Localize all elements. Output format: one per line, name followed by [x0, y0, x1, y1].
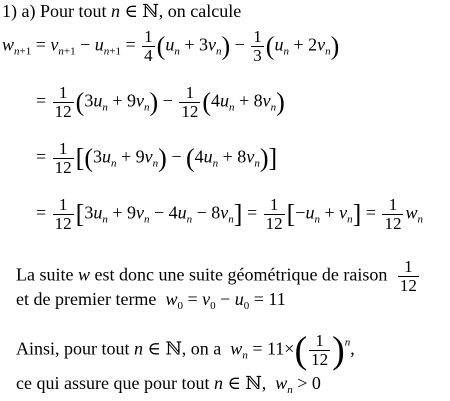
fraction-1-12: $\frac{1}{12}$	[54, 139, 72, 177]
fraction-1-12: $\frac{1}{12}$	[265, 195, 283, 233]
fraction-1-3: $\frac{1}{3}$	[253, 27, 262, 65]
header-text: 1) a) Pour tout n ∈ ℕ, on calcule	[2, 1, 242, 21]
fraction-1-12: $\frac{1}{12}$	[54, 195, 72, 233]
header-line	[2, 2, 241, 20]
ainsi-line: Ainsi, pour tout n ∈ ℕ, on a $w_n = 11\times$( $\frac{1}{12}$ )$^n$,	[16, 329, 355, 372]
equation-line-1: $w_{n+1} = v_{n+1} - u_{n+1}$ = $\frac{1}{4}$ $(u_n + 3v_n)$ − $\frac{1}{3}$ $(u_n + 2v_n)$	[2, 27, 340, 65]
first-term-text: et de premier terme	[16, 289, 157, 309]
fraction-1-12: $\frac{1}{12}$	[181, 83, 199, 121]
power-base-fraction: $\frac{1}{12}$	[311, 331, 329, 369]
first-term-line: et de premier terme $w_0 = v_0 - u_0 = 11$	[16, 289, 286, 312]
geometric-text: La suite w est donc une suite géométrique de raison	[16, 264, 388, 285]
conclusion-text: ce qui assure que pour tout n ∈ ℕ,	[16, 373, 267, 393]
fraction-1-12: $\frac{1}{12}$	[54, 83, 72, 121]
fraction-1-4: $\frac{1}{4}$	[144, 27, 153, 65]
ainsi-text: Ainsi, pour tout n ∈ ℕ, on a	[16, 338, 222, 359]
ratio-fraction: $\frac{1}{12}$	[399, 257, 417, 295]
equation-line-3: = $\frac{1}{12}$ $[(3u_n + 9v_n) - (4u_n + 8v_n)]$	[36, 139, 278, 177]
fraction-1-12: $\frac{1}{12}$	[384, 195, 402, 233]
conclusion-line: ce qui assure que pour tout n ∈ ℕ, $w_n > 0$	[16, 373, 321, 396]
equation-line-4: = $\frac{1}{12}$ $[3u_n + 9v_n - 4u_n - 8v_n]$ = $\frac{1}{12}$ $[-u_n + v_n]$ = $\frac{1}{12}$ $w_n$	[36, 195, 423, 233]
equation-line-2: = $\frac{1}{12}$ $(3u_n + 9v_n)$ − $\frac{1}{12}$ $(4u_n + 8v_n)$	[36, 83, 285, 121]
